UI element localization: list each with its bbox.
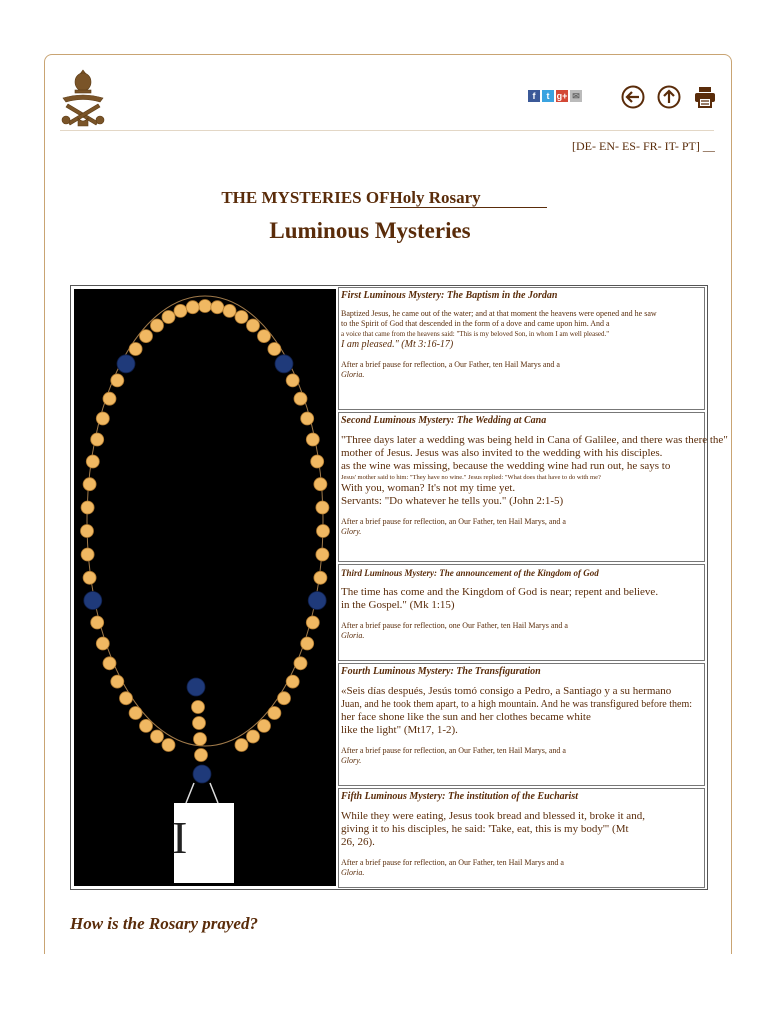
rosary-bead [211,301,224,314]
rosary-bead [311,455,324,468]
facebook-icon[interactable]: f [528,90,540,102]
rosary-bead [316,548,329,561]
rosary-bead [306,433,319,446]
mystery-text: to the Spirit of God that descended in the form of a dove and came upon him. And a [341,319,610,328]
rosary-bead [306,616,319,629]
mystery-pause-text: After a brief pause for reflection, one Our Father, ten Hail Marys and a [341,621,568,630]
rosary-bead [314,478,327,491]
mystery-text: in the Gospel." (Mk 1:15) [341,599,455,611]
rosary-bead [83,478,96,491]
mystery-heading: Third Luminous Mystery: The announcement of the Kingdom of God [341,568,599,578]
rosary-bead [91,433,104,446]
mystery-text: Servants: "Do whatever he tells you." (John 2:1-5) [341,495,564,507]
rosary-bead [235,311,248,324]
print-icon[interactable] [693,85,717,109]
up-arrow-icon[interactable] [657,85,681,109]
mystery-text: Baptized Jesus, he came out of the water; and at that moment the heavens were opened and he saw [341,309,657,318]
rosary-bead [301,412,314,425]
mystery-cell-3 [338,564,705,661]
rosary-blue-bead [187,678,205,696]
rosary-bead [111,374,124,387]
rosary-bead [129,343,142,356]
mysteries-table [70,285,728,890]
rosary-bead [294,657,307,670]
rosary-bead [81,525,94,538]
rosary-blue-bead [193,765,211,783]
rosary-bead [286,675,299,688]
mystery-text: giving it to his disciples, he said: 'Take, eat, this is my body'" (Mt [341,823,629,835]
mystery-text: 26, 26). [341,836,375,848]
page-title [0,188,768,208]
rosary-bead [91,616,104,629]
rosary-blue-bead [117,355,135,373]
mystery-pause-text: After a brief pause for reflection, an Our Father, ten Hail Marys, and a [341,517,566,526]
rosary-bead [301,637,314,650]
rosary-bead [103,657,116,670]
mystery-heading: First Luminous Mystery: The Baptism in the Jordan [341,290,558,301]
mystery-pause-text: After a brief pause for reflection, an Our Father, ten Hail Marys and a [341,858,564,867]
rosary-bead [258,719,271,732]
mystery-gloria: Glory. [341,756,362,765]
mystery-text: While they were eating, Jesus took bread and blessed it, broke it and, [341,810,645,822]
rosary-bead [140,719,153,732]
rosary-bead [194,733,207,746]
google-plus-icon[interactable]: g+ [556,91,568,101]
mystery-cell-5 [338,788,705,888]
rosary-bead [96,412,109,425]
share-buttons [528,90,582,102]
rosary-bead [151,730,164,743]
mystery-text: With you, woman? It's not my time yet. [341,482,516,494]
title-prefix: THE MYSTERIES OF [221,188,390,207]
mystery-cell-1 [338,287,705,410]
rosary-bead [258,330,271,343]
rosary-blue-bead [308,592,326,610]
rosary-bead [120,692,133,705]
rosary-bead [86,455,99,468]
rosary-bead [96,637,109,650]
email-icon[interactable]: ✉ [570,90,582,102]
rosary-bead [140,330,153,343]
title-underlined: Holy Rosary [390,188,547,208]
rosary-bead [174,304,187,317]
rosary-bead [129,707,142,720]
mystery-text: a voice that came from the heavens said: "This is my beloved Son, in whom I am well pleased." [341,330,610,338]
mystery-gloria: Gloria. [341,631,365,640]
mystery-cell-4 [338,663,705,786]
rosary-bead [186,301,199,314]
mystery-pause-text: After a brief pause for reflection, a Our Father, ten Hail Marys and a [341,360,560,369]
mystery-heading: Fifth Luminous Mystery: The institution of the Eucharist [341,791,578,802]
rosary-illustration [74,289,336,886]
rosary-bead [294,392,307,405]
mystery-text: The time has come and the Kingdom of God is near; repent and believe. [341,586,659,598]
language-selector[interactable]: [DE- EN- ES- FR- IT- PT] __ [572,139,715,153]
mystery-heading: Fourth Luminous Mystery: The Transfiguration [341,666,541,677]
mystery-gloria: Gloria. [341,868,365,877]
rosary-bead [111,675,124,688]
rosary-bead [151,319,164,332]
rosary-bead [317,525,330,538]
section-heading: How is the Rosary prayed? [70,914,258,933]
rosary-bead [195,749,208,762]
rosary-bead [223,304,236,317]
rosary-bead [193,717,206,730]
rosary-bead [81,501,94,514]
rosary-bead [235,739,248,752]
mystery-text: her face shone like the sun and her clothes became white [341,711,591,723]
rosary-blue-bead [84,592,102,610]
papal-coat-of-arms-logo[interactable] [58,68,108,128]
mystery-text: as the wine was missing, because the wedding wine had run out, he says to [341,460,671,472]
page-subtitle: Luminous Mysteries [269,218,471,243]
page-navigation [621,85,717,109]
back-arrow-icon[interactable] [621,85,645,109]
twitter-icon[interactable]: t [542,90,554,102]
mystery-number-badge: I [174,803,234,883]
rosary-bead [103,392,116,405]
mystery-cell-2 [338,412,728,562]
rosary-bead [316,501,329,514]
mystery-text: I am pleased." (Mt 3:16-17) [341,339,454,350]
rosary-bead [268,343,281,356]
rosary-blue-bead [275,355,293,373]
mystery-text: Juan, and he took them apart, to a high mountain. And he was transfigured before them: [341,699,693,710]
mystery-text: "Three days later a wedding was being held in Cana of Galilee, and there was there the" [341,434,728,446]
rosary-bead [83,571,96,584]
mystery-pause-text: After a brief pause for reflection, an Our Father, ten Hail Marys, and a [341,746,566,755]
mystery-text: like the light" (Mt17, 1-2). [341,724,458,736]
rosary-bead [278,692,291,705]
mystery-text: mother of Jesus. Jesus was also invited to the wedding with his disciples. [341,447,663,459]
rosary-bead [162,739,175,752]
rosary-bead [81,548,94,561]
header-divider [60,130,714,131]
rosary-bead [192,701,205,714]
mystery-text: Jesus' mother said to him: "They have no wine." Jesus replied: "What does that have to do with me? [341,474,601,481]
rosary-bead [162,311,175,324]
rosary-bead [314,571,327,584]
rosary-bead [268,707,281,720]
rosary-bead [247,319,260,332]
mystery-gloria: Glory. [341,527,362,536]
mystery-heading: Second Luminous Mystery: The Wedding at Cana [341,415,547,426]
rosary-image [74,289,336,886]
mystery-gloria: Gloria. [341,370,365,379]
mystery-text: «Seis días después, Jesús tomó consigo a Pedro, a Santiago y a su hermano [341,685,672,697]
rosary-bead [286,374,299,387]
rosary-bead [247,730,260,743]
rosary-bead [199,300,212,313]
